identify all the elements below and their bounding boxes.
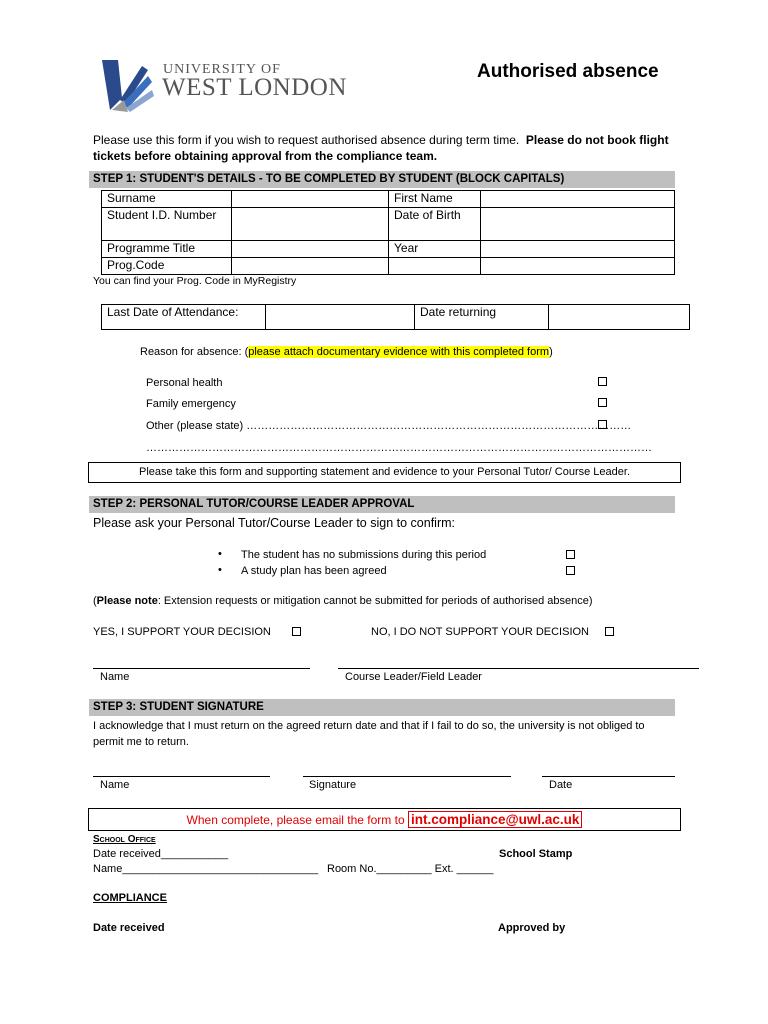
- school-stamp-label: School Stamp: [499, 848, 573, 860]
- empty-cell: [481, 258, 675, 275]
- yes-support-checkbox[interactable]: [292, 627, 301, 636]
- bullet-no-submissions: The student has no submissions during this period: [241, 549, 487, 561]
- note-open: (: [93, 595, 97, 607]
- option-family-emergency: Family emergency: [146, 398, 236, 410]
- study-plan-checkbox[interactable]: [566, 566, 575, 575]
- student-name-line[interactable]: [93, 776, 270, 777]
- reason-close: ): [549, 346, 553, 358]
- approved-by-label: Approved by: [498, 922, 566, 934]
- no-support-checkbox[interactable]: [605, 627, 614, 636]
- yes-support-label: YES, I SUPPORT YOUR DECISION: [93, 626, 271, 638]
- student-date-line[interactable]: [542, 776, 675, 777]
- family-emergency-checkbox[interactable]: [598, 398, 607, 407]
- option-other: Other (please state) ……………………………………………………………………………………………: [146, 420, 632, 432]
- dob-field[interactable]: [481, 208, 675, 241]
- note-text: : Extension requests or mitigation cannot be submitted for periods of authorised absence): [157, 595, 593, 607]
- email-box: [88, 808, 681, 831]
- step3-heading: STEP 3: STUDENT SIGNATURE: [89, 699, 675, 716]
- first-name-label: First Name: [389, 191, 481, 208]
- logo-line2: WEST LONDON: [162, 74, 347, 101]
- student-name-label: Name: [100, 779, 130, 791]
- programme-title-field[interactable]: [232, 241, 389, 258]
- step2-heading: STEP 2: PERSONAL TUTOR/COURSE LEADER APPROVAL: [89, 496, 675, 513]
- other-dots: …………………………………………………………………………………………………………………………: [146, 442, 652, 454]
- office-room-ext: Room No._________ Ext. ______: [327, 863, 494, 875]
- student-details-table: [101, 190, 675, 275]
- university-logo-icon: [100, 60, 156, 112]
- email-address-link[interactable]: int.compliance@uwl.ac.uk: [408, 811, 582, 828]
- surname-label: Surname: [102, 191, 232, 208]
- reason-label: [140, 346, 553, 358]
- year-label: Year: [389, 241, 481, 258]
- empty-cell: [389, 258, 481, 275]
- note-bold: Please note: [96, 595, 158, 607]
- attendance-table: [101, 304, 690, 330]
- intro-bold-text: Please do not book flight tickets before obtaining approval from the compliance team.: [93, 133, 669, 163]
- last-date-label: Last Date of Attendance:: [102, 305, 266, 330]
- course-leader-label: Course Leader/Field Leader: [345, 671, 482, 683]
- step3-acknowledgement: I acknowledge that I must return on the agreed return date and that if I fail to do so, the university is not obliged to permit me to return.: [93, 720, 645, 748]
- intro-text: Please use this form if you wish to request authorised absence during term time.: [93, 133, 520, 147]
- programme-title-label: Programme Title: [102, 241, 232, 258]
- tutor-name-line[interactable]: [93, 668, 310, 669]
- course-leader-line[interactable]: [338, 668, 699, 669]
- dob-label: Date of Birth: [389, 208, 481, 241]
- bullet-marker: •: [218, 564, 222, 576]
- office-name: Name________________________________: [93, 863, 319, 875]
- step2-instruction: Please ask your Personal Tutor/Course Leader to sign to confirm:: [93, 516, 455, 530]
- date-returning-label: Date returning: [415, 305, 549, 330]
- compliance-heading: COMPLIANCE: [93, 892, 167, 904]
- prog-code-label: Prog.Code: [102, 258, 232, 275]
- year-field[interactable]: [481, 241, 675, 258]
- page-title: Authorised absence: [477, 61, 659, 82]
- school-office-heading: School Office: [93, 834, 156, 845]
- office-date-received: Date received___________: [93, 848, 229, 860]
- reason-label-text: Reason for absence: (: [140, 346, 249, 358]
- student-signature-line[interactable]: [303, 776, 511, 777]
- logo-line1: UNIVERSITY OF: [163, 62, 281, 77]
- student-signature-label: Signature: [309, 779, 357, 791]
- compliance-date-received: Date received: [93, 922, 165, 934]
- prog-code-field[interactable]: [232, 258, 389, 275]
- date-returning-field[interactable]: [549, 305, 690, 330]
- tutor-note: Please take this form and supporting statement and evidence to your Personal Tutor/ Course Leader.: [88, 462, 681, 483]
- email-text: When complete, please email the form to: [186, 813, 405, 827]
- student-id-label: Student I.D. Number: [102, 208, 232, 241]
- bullet-marker: •: [218, 548, 222, 560]
- student-date-label: Date: [549, 779, 573, 791]
- surname-field[interactable]: [232, 191, 389, 208]
- extension-note: [93, 595, 593, 607]
- tutor-name-label: Name: [100, 671, 130, 683]
- intro-paragraph: [93, 132, 683, 164]
- prog-code-note: You can find your Prog. Code in MyRegistry: [93, 275, 297, 287]
- no-submissions-checkbox[interactable]: [566, 550, 575, 559]
- personal-health-checkbox[interactable]: [598, 377, 607, 386]
- step1-heading: STEP 1: STUDENT'S DETAILS - TO BE COMPLETED BY STUDENT (BLOCK CAPITALS): [89, 171, 675, 188]
- option-personal-health: Personal health: [146, 377, 223, 389]
- last-date-field[interactable]: [266, 305, 415, 330]
- no-support-label: NO, I DO NOT SUPPORT YOUR DECISION: [371, 626, 590, 638]
- student-id-field[interactable]: [232, 208, 389, 241]
- first-name-field[interactable]: [481, 191, 675, 208]
- reason-highlight: please attach documentary evidence with this completed form: [248, 346, 550, 358]
- other-checkbox[interactable]: [598, 420, 607, 429]
- bullet-study-plan: A study plan has been agreed: [241, 565, 387, 577]
